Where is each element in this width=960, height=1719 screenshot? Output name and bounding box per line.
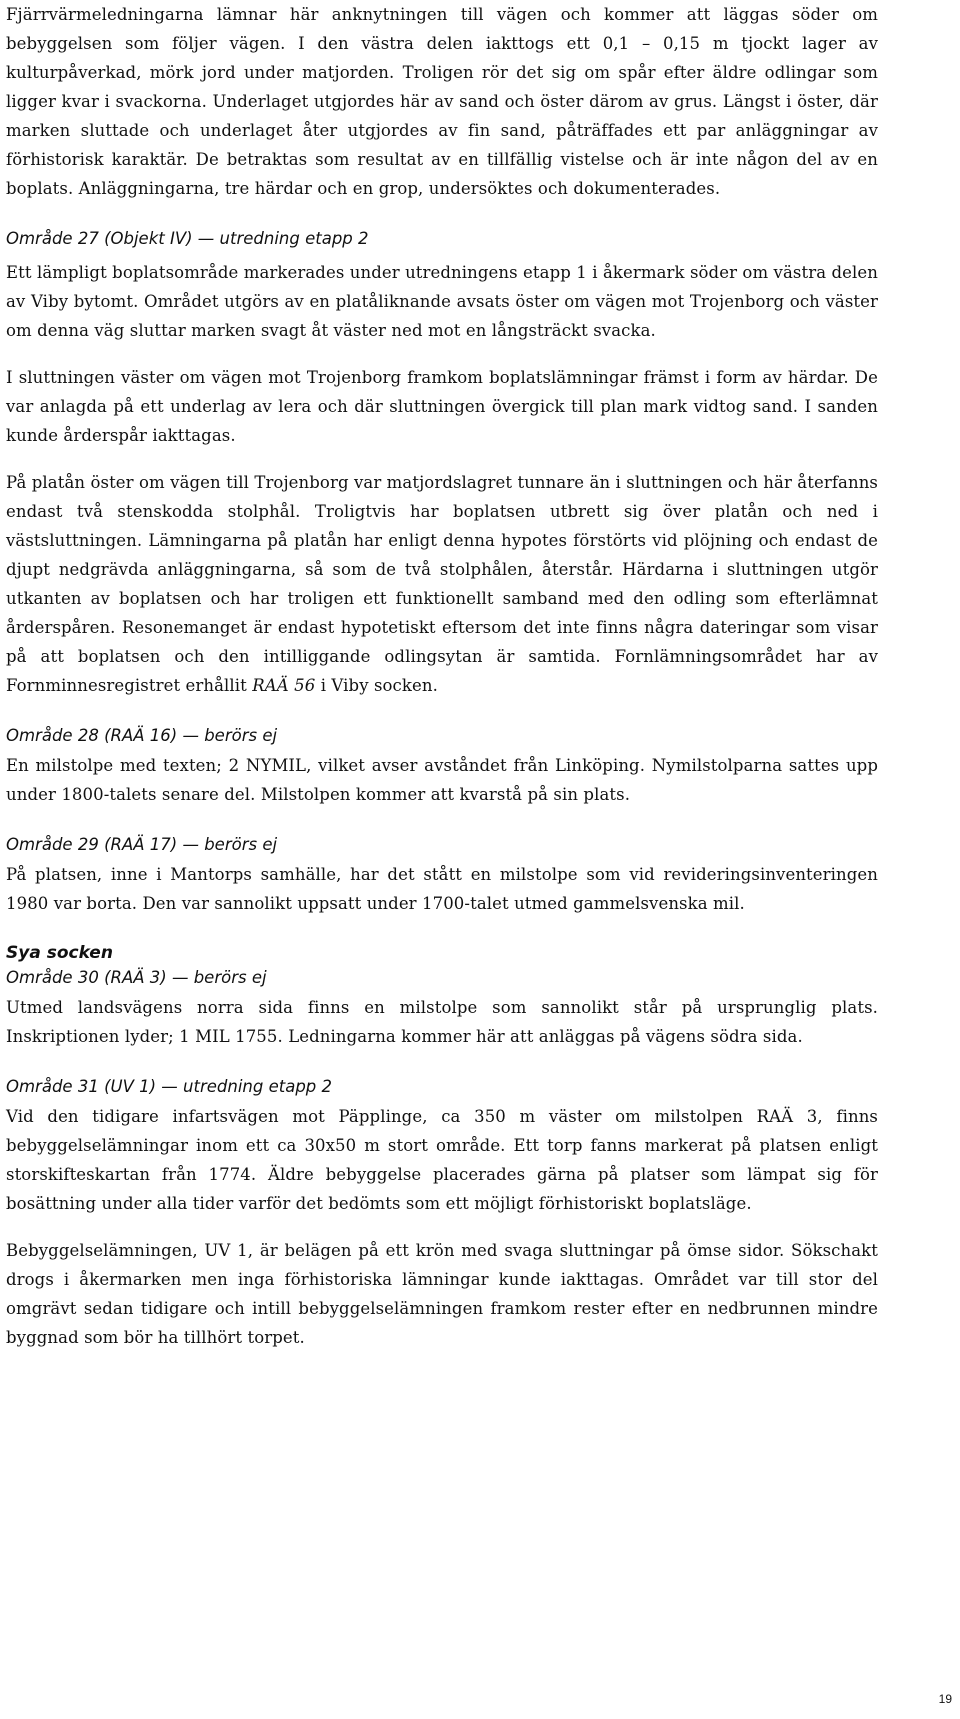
document-page: [6, 0, 878, 1352]
paragraph-district-heating: Fjärrvärmeledningarna lämnar här anknytningen till vägen och kommer att läggas söder om bebyggelsen som följer vägen. I den västra delen iakttogs ett 0,1 – 0,15 m tjockt lager av kulturpåverkad, mörk jord under matjorden. Troligen rör det sig om spår efter äldre odlingar som ligger kvar i svackorna. Underlaget utgjordes här av sand och öster därom av grus. Längst i öster, där marken sluttade och underlaget åter utgjordes av fin sand, påträffades ett par anläggningar av förhistorisk karaktär. De betraktas som resultat av en tillfällig vistelse och är inte någon del av en boplats. Anläggningarna, tre härdar och en grop, undersöktes och dokumenterades.: [6, 5, 878, 198]
paragraph-area-31-intro: Vid den tidigare infartsvägen mot Päpplinge, ca 350 m väster om milstolpen RAÄ 3, finns bebyggelselämningar inom ett ca 30x50 m stort område. Ett torp fanns markerat på platsen enligt storskifteskartan från 1774. Äldre bebyggelse placerades gärna på platser som lämpat sig för bosättning under alla tider varför det bedömts som ett möjligt förhistoriskt boplatsläge.: [6, 1107, 878, 1213]
heading-area-29: Område 29 (RAÄ 17) — berörs ej: [6, 835, 278, 854]
paragraph-area-27-plateau-end: i Viby socken.: [315, 676, 438, 695]
heading-area-30: Område 30 (RAÄ 3) — berörs ej: [6, 968, 267, 987]
paragraph-area-31-findings: Bebyggelselämningen, UV 1, är belägen på ett krön med svaga sluttningar på ömse sidor. Sökschakt drogs i åkermarken men inga förhistoriska lämningar kunde iakttagas. Området var till stor del omgrävt sedan tidigare och intill bebyggelselämningen framkom rester efter en nedbrunnen mindre byggnad som bör ha tillhört torpet.: [6, 1241, 878, 1347]
paragraph-area-27-intro: Ett lämpligt boplatsområde markerades under utredningens etapp 1 i åkermark söder om västra delen av Viby bytomt. Området utgörs av en platåliknande avsats öster om vägen mot Trojenborg och väster om denna väg sluttar marken svagt åt väster ned mot en långsträckt svacka.: [6, 263, 878, 340]
paragraph-area-29: På platsen, inne i Mantorps samhälle, har det stått en milstolpe som vid revideringsinventeringen 1980 var borta. Den var sannolikt uppsatt under 1700-talet utmed gammelsvenska mil.: [6, 865, 878, 913]
paragraph-area-27-plateau-text: På platån öster om vägen till Trojenborg var matjordslagret tunnare än i sluttningen och här återfanns endast två stenskodda stolphål. Troligtvis har boplatsen utbrett sig över platån och ned i västsluttningen. Lämningarna på platån har enligt denna hypotes förstörts vid plöjning och endast de djupt nedgrävda anläggningarna, så som de två stolphålen, återstår. Härdarna i sluttningen utgör utkanten av boplatsen och har troligen ett funktionellt samband med den odling som efterlämnat årderspåren. Resonemanget är endast hypotetiskt eftersom det inte finns några dateringar som visar på att boplatsen och den intilliggande odlingsytan är samtida. Fornlämningsområdet har av Fornminnesregistret erhållit: [6, 473, 878, 695]
heading-area-31: Område 31 (UV 1) — utredning etapp 2: [6, 1077, 333, 1096]
paragraph-area-28: En milstolpe med texten; 2 NYMIL, vilket avser avståndet från Linköping. Nymilstolparna sattes upp under 1800-talets senare del. Milstolpen kommer att kvarstå på sin plats.: [6, 756, 878, 804]
paragraph-area-27-plateau: [6, 468, 878, 700]
heading-area-27: Område 27 (Objekt IV) — utredning etapp 2: [6, 229, 369, 248]
paragraph-area-27-slope: I sluttningen väster om vägen mot Trojenborg framkom boplatslämningar främst i form av härdar. De var anlagda på ett underlag av lera och där sluttningen övergick till plan mark vidtog sand. I sanden kunde årderspår iakttagas.: [6, 368, 878, 445]
page-number: 19: [938, 1692, 952, 1706]
raa-reference: RAÄ 56: [252, 676, 316, 695]
parish-heading: Sya socken: [6, 943, 113, 963]
paragraph-area-30: Utmed landsvägens norra sida finns en milstolpe som sannolikt står på ursprunglig plats. Inskriptionen lyder; 1 MIL 1755. Ledningarna kommer här att anläggas på vägens södra sida.: [6, 998, 878, 1046]
heading-area-28: Område 28 (RAÄ 16) — berörs ej: [6, 726, 278, 745]
